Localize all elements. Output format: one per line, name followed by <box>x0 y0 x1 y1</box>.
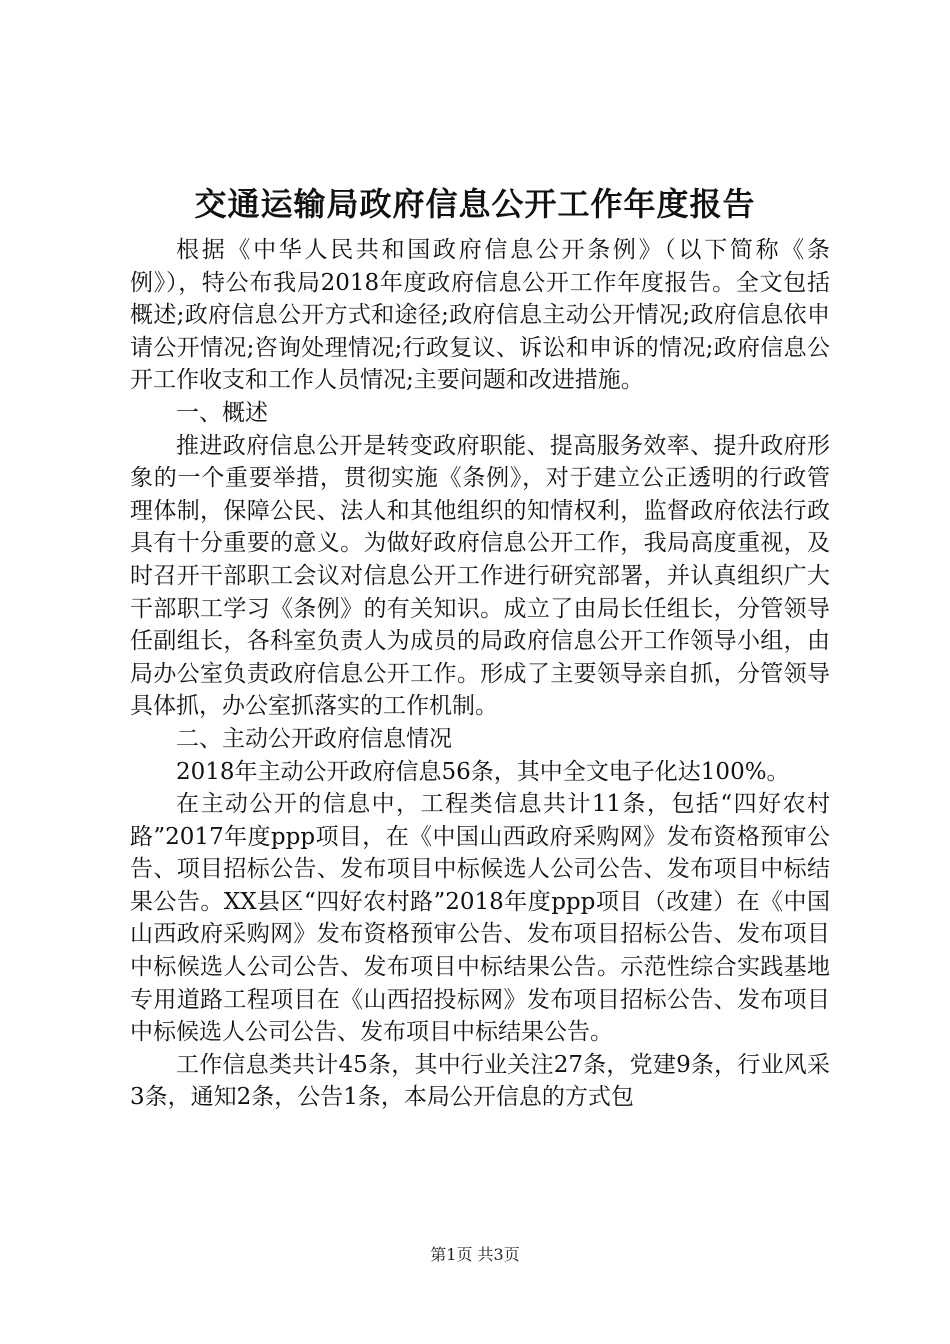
document-title: 交通运输局政府信息公开工作年度报告 <box>194 185 756 223</box>
paragraph-work-info: 工作信息类共计45条，其中行业关注27条，党建9条，行业风采3条，通知2条，公告1条，本局公开信息的方式包 <box>130 1051 830 1111</box>
document-body <box>130 234 830 1114</box>
paragraph-disclosure-count: 2018年主动公开政府信息56条，其中全文电子化达100%。 <box>176 758 790 785</box>
paragraph-engineering-info: 在主动公开的信息中，工程类信息共计11条，包括“四好农村路”2017年度ppp项目，在《中国山西政府采购网》发布资格预审公告、项目招标公告、发布项目中标候选人公司公告、发布项目中标结果公告。XX县区“四好农村路”2018年度ppp项目（改建）在《中国山西政府采购网》发布资格预审公告、发布项目招标公告、发布项目中标候选人公司公告、发布项目中标结果公告。示范性综合实践基地专用道路工程项目在《山西招投标网》发布项目招标公告、发布项目中标候选人公司公告、发布项目中标结果公告。 <box>130 791 830 1046</box>
page-number-footer: 第1页 共3页 <box>430 1245 520 1264</box>
section-heading-active-disclosure: 二、主动公开政府信息情况 <box>176 725 452 752</box>
paragraph-intro: 根据《中华人民共和国政府信息公开条例》（以下简称《条例》），特公布我局2018年度政府信息公开工作年度报告。全文包括概述;政府信息公开方式和途径;政府信息主动公开情况;政府信息依申请公开情况;咨询处理情况;行政复议、诉讼和申诉的情况;政府信息公开工作收支和工作人员情况;主要问题和改进措施。 <box>130 237 830 394</box>
paragraph-overview: 推进政府信息公开是转变政府职能、提高服务效率、提升政府形象的一个重要举措，贯彻实施《条例》，对于建立公正透明的行政管理体制，保障公民、法人和其他组织的知情权利，监督政府依法行政具有十分重要的意义。为做好政府信息公开工作，我局高度重视，及时召开干部职工会议对信息公开工作进行研究部署，并认真组织广大干部职工学习《条例》的有关知识。成立了由局长任组长，分管领导任副组长，各科室负责人为成员的局政府信息公开工作领导小组，由局办公室负责政府信息公开工作。形成了主要领导亲自抓，分管领导具体抓，办公室抓落实的工作机制。 <box>130 432 830 720</box>
section-heading-overview: 一、概述 <box>176 399 268 426</box>
